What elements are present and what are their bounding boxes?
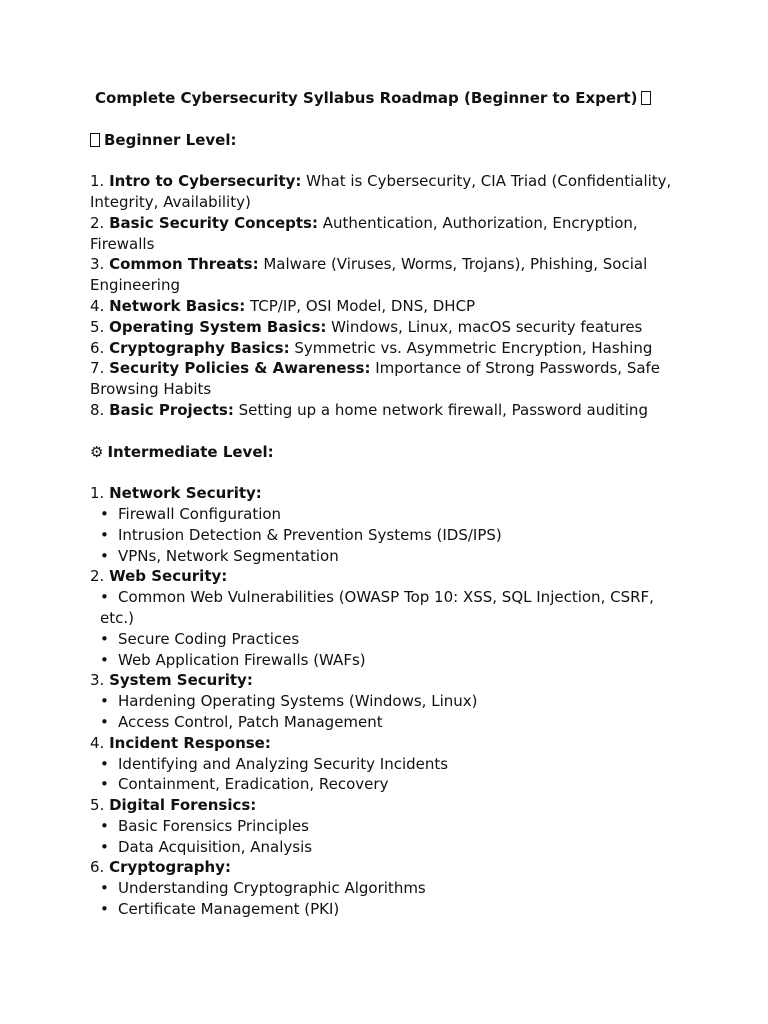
beginner-list [90, 171, 690, 421]
item-text: Symmetric vs. Asymmetric Encryption, Hashing [289, 338, 653, 357]
gear-icon: ⚙ [90, 442, 104, 461]
item-title: Operating System Basics: [109, 317, 327, 336]
item-number: 7. [90, 359, 105, 378]
bullet-text: Data Acquisition, Analysis [118, 837, 313, 856]
document-page [90, 88, 690, 920]
item-number: 2. [90, 567, 105, 586]
bullet-glyph: • [100, 754, 109, 773]
bullet-text: Understanding Cryptographic Algorithms [118, 879, 426, 898]
bullet-item [90, 712, 690, 733]
list-item [90, 317, 690, 338]
item-title: Incident Response: [109, 733, 271, 752]
intermediate-heading [90, 442, 690, 463]
intermediate-list [90, 483, 690, 920]
bullet-item [90, 899, 690, 920]
bullet-text: Certificate Management (PKI) [118, 900, 340, 919]
bullet-glyph: • [100, 879, 109, 898]
item-text: Malware (Viruses, Worms, Trojans), Phishing, Social Engineering [90, 255, 648, 295]
bullet-glyph: • [100, 504, 109, 523]
item-number: 2. [90, 213, 105, 232]
bullet-item [90, 754, 690, 775]
item-number: 3. [90, 671, 105, 690]
item-title: Web Security: [109, 567, 228, 586]
item-text: TCP/IP, OSI Model, DNS, DHCP [245, 296, 476, 315]
item-text: Windows, Linux, macOS security features [326, 317, 643, 336]
spacer [90, 150, 690, 171]
bullet-glyph: • [100, 588, 109, 607]
bullet-item [90, 774, 690, 795]
bullet-glyph: • [100, 712, 109, 731]
page-title-text: Complete Cybersecurity Syllabus Roadmap (Beginner to Expert) [95, 89, 638, 107]
list-item [90, 670, 690, 691]
bullet-item [90, 587, 690, 629]
item-text: Setting up a home network firewall, Password auditing [233, 400, 648, 419]
beginner-heading-text: Beginner Level: [104, 130, 237, 149]
list-item [90, 857, 690, 878]
list-item [90, 358, 690, 400]
bullet-text: Firewall Configuration [118, 504, 282, 523]
item-title: Security Policies & Awareness: [109, 359, 371, 378]
list-item [90, 483, 690, 504]
bullet-glyph: • [100, 546, 109, 565]
bullet-text: Common Web Vulnerabilities (OWASP Top 10: XSS, SQL Injection, CSRF, etc.) [100, 588, 654, 627]
bullet-item [90, 650, 690, 671]
item-text: Importance of Strong Passwords, Safe Browsing Habits [90, 359, 661, 399]
missing-glyph-icon [90, 133, 100, 147]
bullet-glyph: • [100, 650, 109, 669]
bullet-text: Identifying and Analyzing Security Incidents [118, 754, 449, 773]
list-item [90, 795, 690, 816]
item-title: Cryptography Basics: [109, 338, 290, 357]
item-title: Common Threats: [109, 255, 259, 274]
item-title: Intro to Cybersecurity: [109, 172, 302, 191]
item-number: 8. [90, 400, 105, 419]
bullet-item [90, 837, 690, 858]
item-title: Basic Projects: [109, 400, 234, 419]
bullet-glyph: • [100, 775, 109, 794]
item-number: 6. [90, 338, 105, 357]
list-item [90, 400, 690, 421]
bullet-text: Access Control, Patch Management [118, 712, 383, 731]
list-item [90, 171, 690, 213]
bullet-text: Secure Coding Practices [118, 629, 300, 648]
list-item [90, 733, 690, 754]
item-text: What is Cybersecurity, CIA Triad (Confidentiality, Integrity, Availability) [90, 172, 672, 211]
list-item [90, 254, 690, 296]
bullet-item [90, 691, 690, 712]
list-item [90, 296, 690, 317]
beginner-heading [90, 130, 690, 151]
page-title [90, 88, 690, 109]
bullet-item [90, 504, 690, 525]
missing-glyph-icon [641, 91, 651, 105]
item-title: Digital Forensics: [109, 796, 257, 815]
bullet-item [90, 878, 690, 899]
bullet-text: Intrusion Detection & Prevention Systems (IDS/IPS) [118, 525, 502, 544]
item-number: 4. [90, 733, 105, 752]
bullet-item [90, 629, 690, 650]
bullet-text: Hardening Operating Systems (Windows, Linux) [118, 692, 478, 711]
item-number: 5. [90, 317, 105, 336]
bullet-text: Containment, Eradication, Recovery [118, 775, 389, 794]
item-number: 1. [90, 172, 105, 191]
item-number: 4. [90, 296, 105, 315]
item-title: Network Security: [109, 484, 262, 503]
item-title: Network Basics: [109, 296, 246, 315]
item-number: 6. [90, 858, 105, 877]
list-item [90, 338, 690, 359]
item-title: Basic Security Concepts: [109, 213, 318, 232]
spacer [90, 421, 690, 442]
item-number: 3. [90, 255, 105, 274]
item-number: 1. [90, 484, 105, 503]
bullet-glyph: • [100, 692, 109, 711]
bullet-glyph: • [100, 837, 109, 856]
intermediate-heading-text: Intermediate Level: [107, 442, 274, 461]
item-number: 5. [90, 796, 105, 815]
list-item [90, 213, 690, 255]
bullet-item [90, 525, 690, 546]
spacer [90, 462, 690, 483]
spacer [90, 109, 690, 130]
bullet-text: VPNs, Network Segmentation [118, 546, 339, 565]
item-text: Authentication, Authorization, Encryption, Firewalls [90, 213, 638, 253]
bullet-glyph: • [100, 525, 109, 544]
bullet-text: Basic Forensics Principles [118, 816, 309, 835]
bullet-item [90, 546, 690, 567]
item-title: System Security: [109, 671, 253, 690]
bullet-glyph: • [100, 629, 109, 648]
bullet-glyph: • [100, 816, 109, 835]
item-title: Cryptography: [109, 858, 231, 877]
list-item [90, 566, 690, 587]
bullet-item [90, 816, 690, 837]
bullet-text: Web Application Firewalls (WAFs) [118, 650, 366, 669]
bullet-glyph: • [100, 900, 109, 919]
